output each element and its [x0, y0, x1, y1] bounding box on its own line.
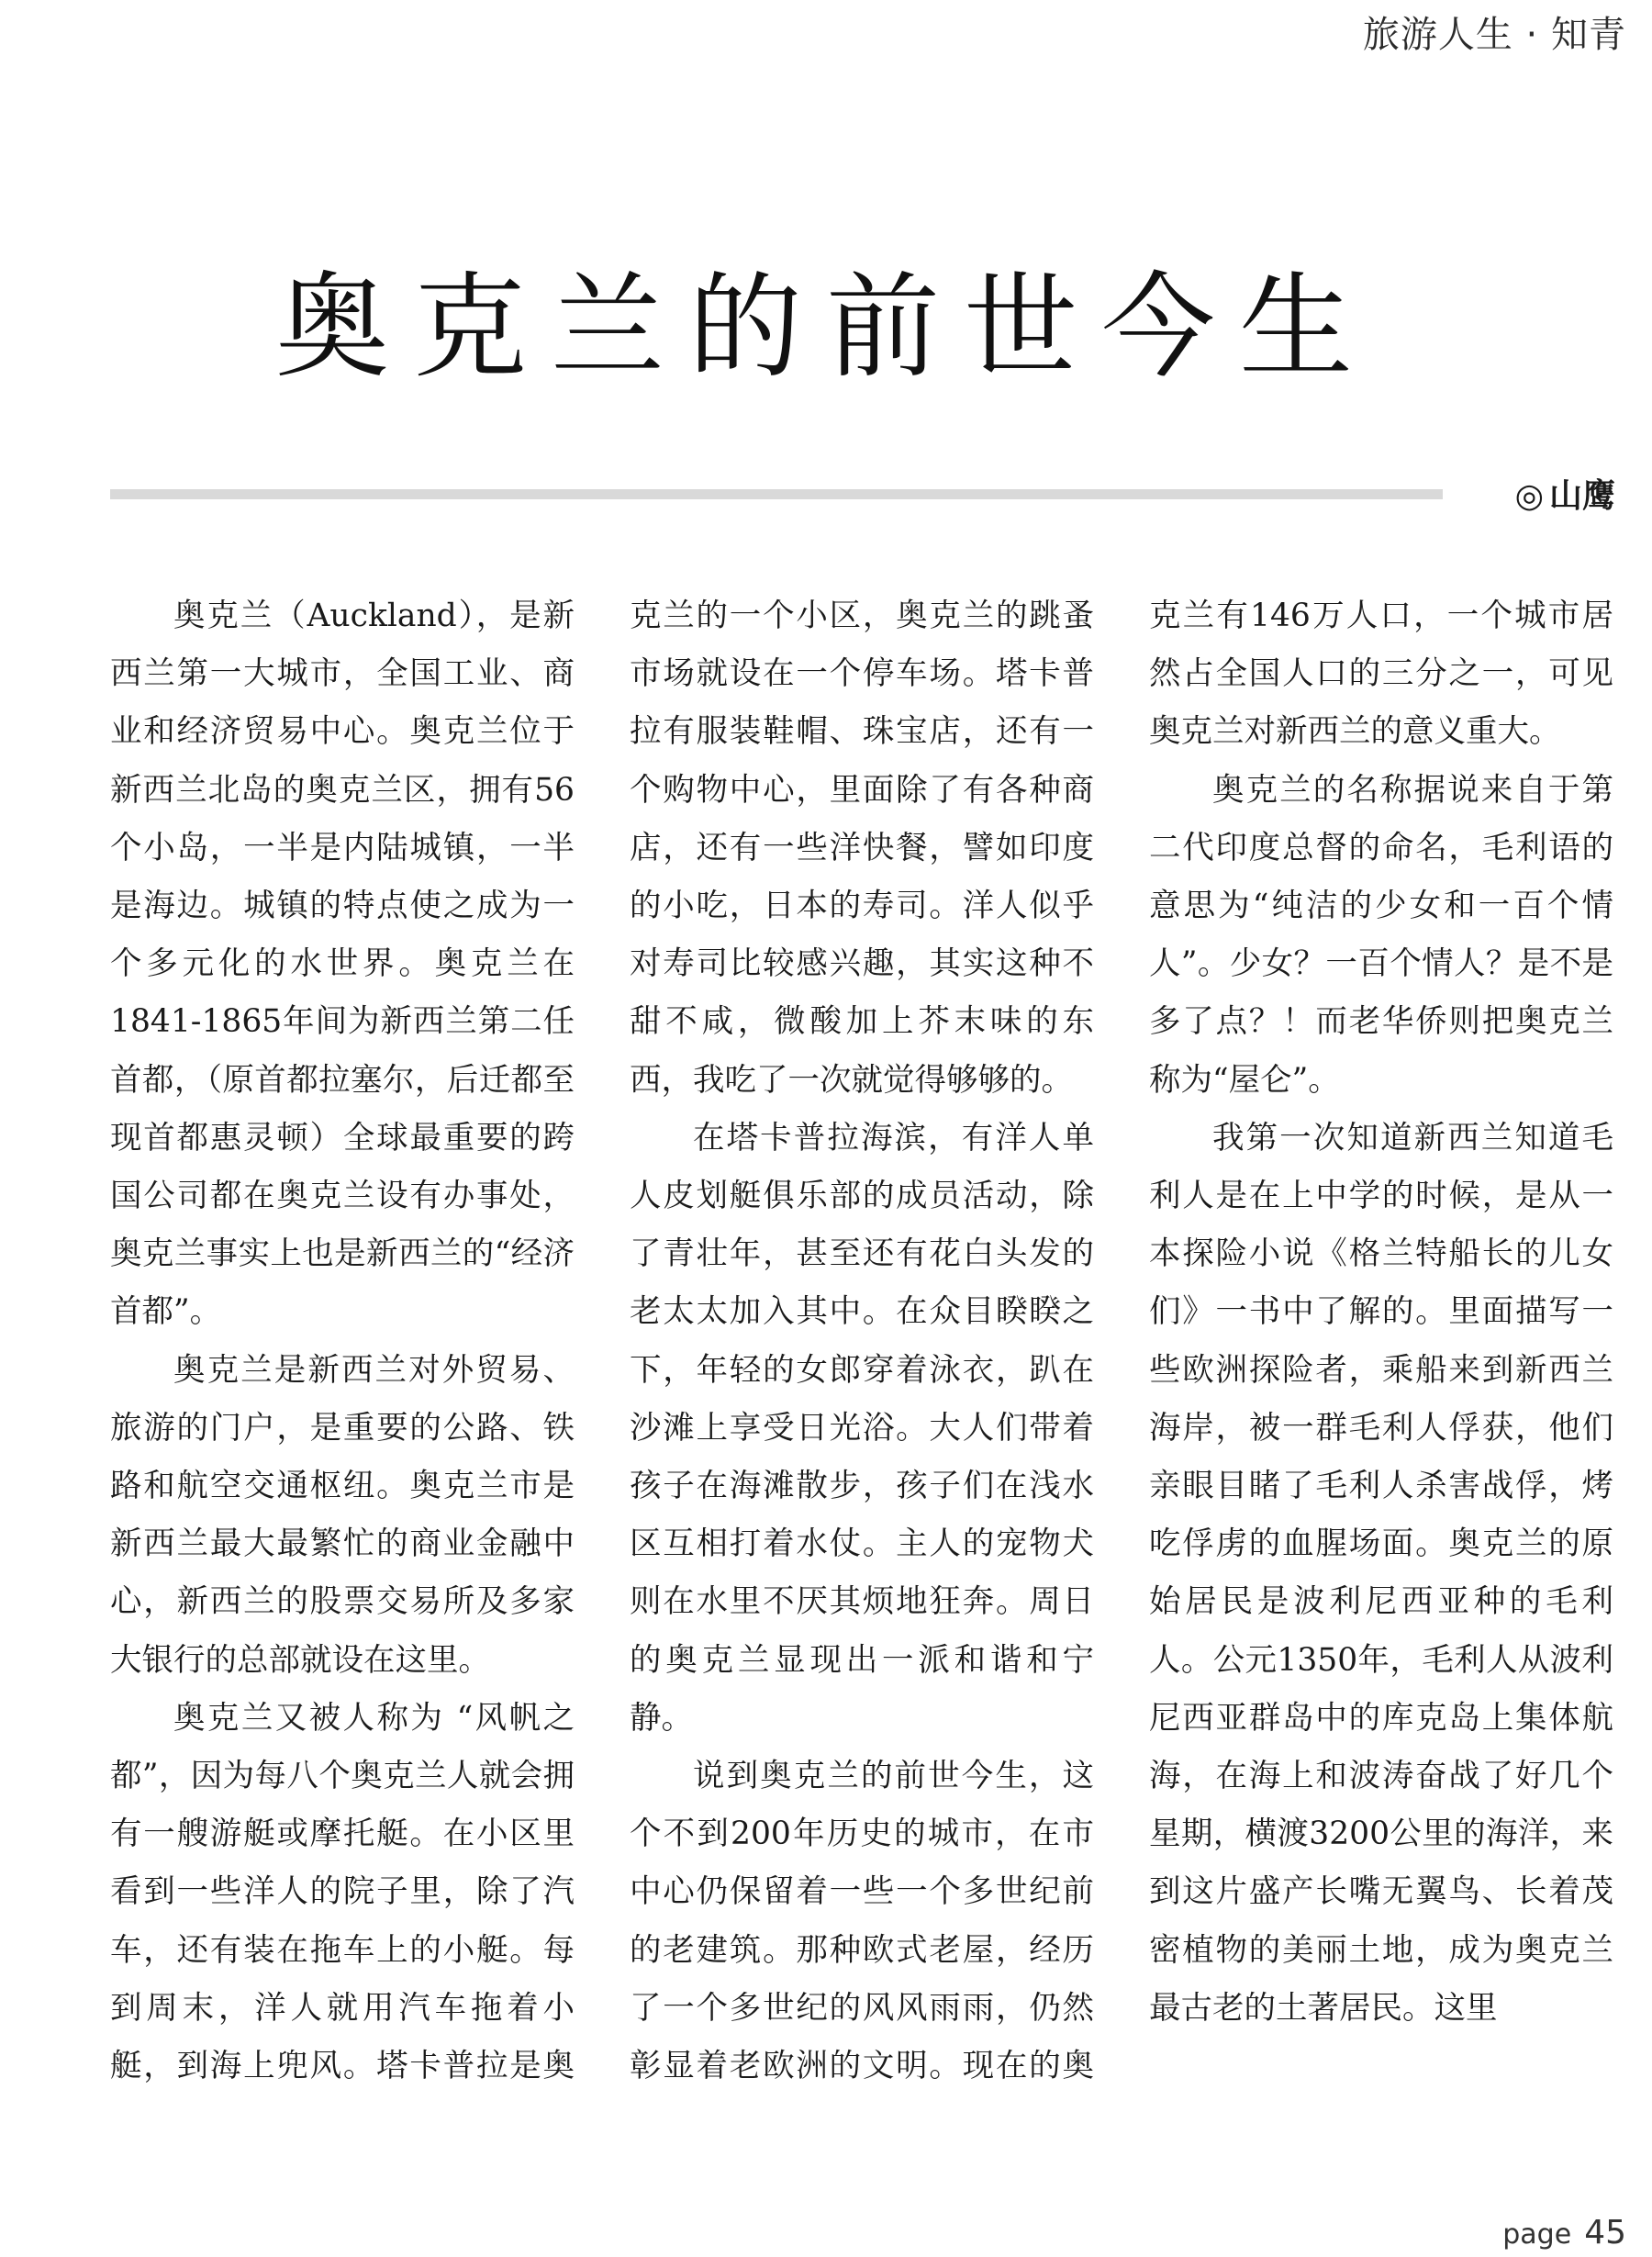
paragraph: 奥克兰的名称据说来自于第二代印度总督的命名，毛利语的意思为“纯洁的少女和一百个情人”。少女？一百个情人？是不是多了点？！而老华侨则把奥克兰称为“屋仑”。 — [1149, 771, 1613, 1099]
paragraph: 说到奥克兰的前世今生，这个不到200年历史的城市，在市中心仍保留着一些一个多世纪前的老建筑。那种欧式老屋，经历了一个多世纪的风风雨雨，仍然彰显着老欧洲的文明。现在的奥克兰有146万人口，一个城市居然占全国人口的三分之一，可见奥克兰对新西兰的意义重大。 — [630, 598, 1613, 2085]
page-number: 45 — [1584, 2214, 1626, 2251]
page-footer — [1502, 2214, 1626, 2251]
byline — [1515, 470, 1615, 517]
section-header: 旅游人生 · 知青 — [1362, 14, 1626, 56]
paragraph: 在塔卡普拉海滨，有洋人单人皮划艇俱乐部的成员活动，除了青壮年，甚至还有花白头发的老太太加入其中。在众目睽睽之下，年轻的女郎穿着泳衣，趴在沙滩上享受日光浴。大人们带着孩子在海滩散步，孩子们在浅水区互相打着水仗。主人的宠物犬则在水里不厌其烦地狂奔。周日的奥克兰显现出一派和谐和宁静。 — [630, 1119, 1094, 1737]
page-label: page — [1502, 2218, 1572, 2251]
paragraph: 奥克兰又被人称为 “风帆之都”，因为每八个奥克兰人就会拥有一艘游艇或摩托艇。在小区里看到一些洋人的院子里，除了汽车，还有装在拖车上的小艇。每到周末，洋人就用汽车拖着小艇，到海上兜风。塔卡普拉是奥克兰的一个小区，奥克兰的跳蚤市场就设在一个停车场。塔卡普拉有服装鞋帽、珠宝店，还有一个购物中心，里面除了有各种商店，还有一些洋快餐，譬如印度的小吃，日本的寿司。洋人似乎对寿司比较感兴趣，其实这种不甜不咸，微酸加上芥末味的东西，我吃了一次就觉得够够的。 — [110, 598, 1094, 2085]
author-name: 山鹰 — [1548, 477, 1615, 515]
article-body — [110, 587, 1613, 2148]
byline-mark: ◎ — [1514, 477, 1544, 515]
byline-divider — [110, 489, 1443, 499]
article-title: 奥克兰的前世今生 — [274, 262, 1377, 394]
paragraph: 奥克兰是新西兰对外贸易、旅游的门户，是重要的公路、铁路和航空交通枢纽。奥克兰市是新西兰最大最繁忙的商业金融中心，新西兰的股票交易所及多家大银行的总部就设在这里。 — [110, 1351, 575, 1679]
paragraph: 我第一次知道新西兰知道毛利人是在上中学的时候，是从一本探险小说《格兰特船长的儿女们》一书中了解的。里面描写一些欧洲探险者，乘船来到新西兰海岸，被一群毛利人俘获，他们亲眼目睹了毛利人杀害战俘，烤吃俘虏的血腥场面。奥克兰的原始居民是波利尼西亚种的毛利人。公元1350年，毛利人从波利尼西亚群岛中的库克岛上集体航海，在海上和波涛奋战了好几个星期，横渡3200公里的海洋，来到这片盛产长嘴无翼鸟、长着茂密植物的美丽土地，成为奥克兰最古老的土著居民。这里 — [1149, 1119, 1613, 2027]
paragraph: 奥克兰（Auckland），是新西兰第一大城市，全国工业、商业和经济贸易中心。奥克兰位于新西兰北岛的奥克兰区，拥有56个小岛，一半是内陆城镇，一半是海边。城镇的特点使之成为一个多元化的水世界。奥克兰在1841-1865年间为新西兰第二任首都，（原首都拉塞尔，后迁都至现首都惠灵顿）全球最重要的跨国公司都在奥克兰设有办事处，奥克兰事实上也是新西兰的“经济首都”。 — [110, 598, 575, 1331]
